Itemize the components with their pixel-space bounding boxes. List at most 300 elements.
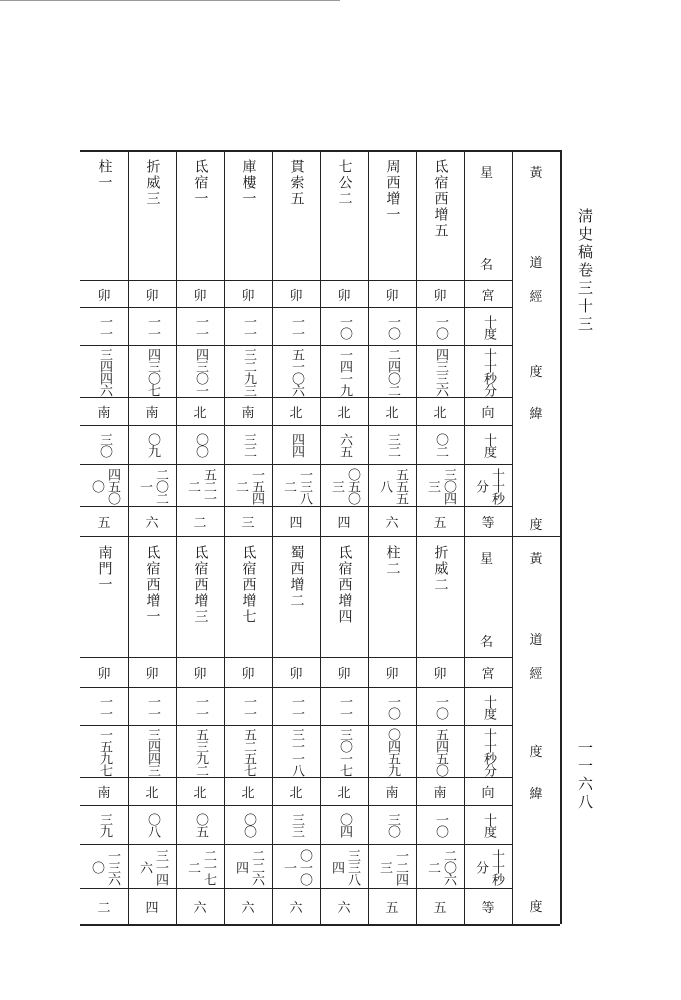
label-ten-degrees: 十度: [481, 813, 496, 837]
table-cell-cell: [224, 688, 272, 725]
table-cell-cell: [224, 778, 272, 805]
label-min-sec-cell: [464, 346, 512, 397]
table-cell: 三三八四: [329, 848, 360, 885]
table-cell: 北: [193, 786, 207, 801]
table-cell: 五: [385, 901, 399, 916]
label-xiang: 向: [481, 406, 495, 421]
table-cell: 北: [289, 786, 303, 801]
star-name: 庫樓一: [240, 159, 257, 207]
table-cell-cell: [416, 778, 464, 805]
table-cell: 南: [97, 786, 111, 801]
table-cell-cell: [224, 398, 272, 425]
table-cell-cell: [368, 426, 416, 464]
star-name-cell: [224, 151, 272, 280]
table-cell-cell: [320, 507, 368, 536]
label-star: 星: [480, 552, 494, 567]
table-cell-cell: [128, 845, 176, 888]
table-cell-cell: [80, 889, 128, 924]
table-cell-cell: [320, 778, 368, 805]
table-cell-cell: [128, 346, 176, 397]
table-cell: 二〇二一: [137, 467, 168, 504]
label-gong: 宮: [481, 667, 495, 682]
table-cell-cell: [320, 398, 368, 425]
table-cell-cell: [80, 806, 128, 844]
table-cell: 一一: [193, 314, 208, 339]
table-cell: 〇四五九: [385, 727, 400, 776]
table-cell-cell: [176, 346, 224, 397]
label-gong: 宮: [481, 288, 495, 304]
table-cell-cell: [176, 806, 224, 844]
table-cell: 一〇: [385, 314, 400, 339]
table-cell: 〇二: [433, 433, 448, 457]
table-cell: 三一四六: [137, 848, 168, 885]
star-name: 七公二: [336, 159, 353, 207]
label-star: 星: [480, 166, 494, 181]
table-cell: 六五: [337, 433, 352, 457]
header-huang: 黃: [529, 166, 543, 181]
table-cell: 卯: [145, 667, 159, 682]
table-cell-cell: [272, 889, 320, 924]
star-name-cell: [320, 151, 368, 280]
table-cell-cell: [272, 778, 320, 805]
table-cell: 一三六〇: [89, 848, 120, 885]
table-cell-cell: [320, 346, 368, 397]
table-cell-cell: [80, 658, 128, 687]
table-cell-cell: [224, 726, 272, 777]
header-du2: 度: [529, 518, 543, 533]
table-cell: 一一: [145, 694, 160, 719]
table-cell-cell: [224, 346, 272, 397]
table-cell: 三二: [241, 433, 256, 457]
table-cell-cell: [224, 658, 272, 687]
table-cell-cell: [224, 507, 272, 536]
table-cell-cell: [128, 658, 176, 687]
table-cell-cell: [416, 426, 464, 464]
table-cell-cell: [176, 778, 224, 805]
table-cell-cell: [272, 845, 320, 888]
table-cell-cell: [368, 845, 416, 888]
table-cell: 三九: [97, 813, 112, 837]
table-cell: 六: [385, 516, 399, 531]
table-cell: 北: [241, 786, 255, 801]
table-cell-cell: [272, 806, 320, 844]
star-name: 貫索五: [288, 159, 305, 207]
table-cell: 南: [241, 406, 255, 421]
table-cell-cell: [224, 308, 272, 345]
table-cell: 二四〇二: [385, 347, 400, 396]
table-cell-cell: [128, 465, 176, 506]
table-cell-cell: [176, 889, 224, 924]
table-cell-cell: [320, 806, 368, 844]
table-cell: 二一七二: [185, 848, 216, 885]
table-cell-cell: [128, 308, 176, 345]
table-cell: 一〇: [337, 314, 352, 339]
star-name-cell: [416, 151, 464, 280]
top-rule: [0, 0, 340, 1]
table-cell: 北: [385, 406, 399, 421]
table-cell: 〇〇: [241, 813, 256, 837]
table-cell-cell: [416, 889, 464, 924]
table-cell-cell: [320, 426, 368, 464]
table-cell: 三四四三: [145, 727, 160, 776]
header-huang: 黃: [529, 552, 543, 567]
label-min-sec: 十十秒分: [481, 347, 496, 396]
table-cell-cell: [80, 398, 128, 425]
label-min-sec: 十十秒分: [473, 848, 504, 885]
table-cell-cell: [272, 308, 320, 345]
table-cell: 卯: [289, 667, 303, 682]
label-min-sec: 十十秒分: [473, 467, 504, 504]
table-cell: 三二九三: [241, 347, 256, 396]
table-cell-cell: [272, 507, 320, 536]
star-name-cell: [272, 537, 320, 657]
table-cell: 〇一〇一: [281, 848, 312, 885]
header-dao: 道: [529, 633, 543, 648]
table-cell-cell: [368, 281, 416, 307]
table-cell-cell: [272, 426, 320, 464]
table-cell-cell: [80, 346, 128, 397]
table-cell-cell: [224, 845, 272, 888]
header-jing: 經: [529, 667, 543, 682]
table-cell: 一四一九: [337, 347, 352, 396]
label-deng: 等: [481, 516, 495, 531]
star-name-cell: [416, 537, 464, 657]
header-wei: 緯: [529, 407, 543, 422]
table-cell: 一〇: [385, 694, 400, 719]
label-ten-degrees-cell: [464, 426, 512, 464]
table-cell: 三〇: [97, 433, 112, 457]
header-wei: 緯: [529, 787, 543, 802]
table-cell-cell: [272, 726, 320, 777]
table-cell-cell: [368, 889, 416, 924]
table-cell: 四三三六: [433, 347, 448, 396]
table-cell: 一二四三: [377, 848, 408, 885]
star-name: 南門一: [96, 545, 113, 593]
label-name: 名: [480, 258, 494, 273]
star-name: 折威三: [144, 159, 161, 207]
table-cell-cell: [176, 308, 224, 345]
table-cell-cell: [128, 507, 176, 536]
table-cell: 卯: [385, 667, 399, 682]
table-cell: 二: [193, 516, 207, 531]
table-cell-cell: [176, 845, 224, 888]
table-cell: 卯: [337, 288, 351, 304]
header-du: 度: [529, 365, 543, 380]
label-ten-degrees-cell: [464, 688, 512, 725]
table-cell-cell: [80, 308, 128, 345]
table-cell: 卯: [433, 288, 447, 304]
table-cell: 卯: [385, 288, 399, 304]
table-cell: 四四: [289, 433, 304, 457]
table-cell: 三〇一七: [337, 727, 352, 776]
running-title: 淸史稿卷三十三: [576, 208, 594, 334]
table-cell: 一〇: [433, 314, 448, 339]
table-cell: 南: [433, 786, 447, 801]
label-ten-degrees: 十度: [481, 314, 496, 339]
label-ten-degrees-cell: [464, 308, 512, 345]
table-cell: 二〇六二: [425, 848, 456, 885]
table-cell-cell: [128, 806, 176, 844]
star-name-cell: [272, 151, 320, 280]
table-cell: 五一〇六: [289, 347, 304, 396]
star-name-cell: [176, 151, 224, 280]
label-deng-cell: [464, 889, 512, 924]
table-cell-cell: [224, 465, 272, 506]
table-cell-cell: [128, 426, 176, 464]
table-cell-cell: [320, 688, 368, 725]
table-cell: 一一: [241, 314, 256, 339]
table-cell-cell: [320, 726, 368, 777]
table-cell-cell: [368, 688, 416, 725]
table-cell-cell: [272, 688, 320, 725]
column-rule: [560, 150, 562, 924]
table-cell: 五二五七: [241, 727, 256, 776]
table-cell: 一一: [289, 314, 304, 339]
star-name: 氐宿西增三: [192, 545, 209, 625]
table-cell-cell: [416, 726, 464, 777]
table-cell-cell: [272, 465, 320, 506]
table-cell: 五: [433, 901, 447, 916]
label-xiang-cell: [464, 398, 512, 425]
table-cell-cell: [80, 726, 128, 777]
table-cell: 卯: [241, 288, 255, 304]
table-cell-cell: [368, 308, 416, 345]
table-cell-cell: [80, 688, 128, 725]
table-cell: 四三〇七: [145, 347, 160, 396]
table-cell-cell: [80, 845, 128, 888]
label-deng: 等: [481, 901, 495, 916]
table-cell-cell: [80, 426, 128, 464]
star-name: 蜀西增二: [288, 545, 305, 609]
table-cell-cell: [128, 889, 176, 924]
table-cell-cell: [272, 658, 320, 687]
table-cell: 一〇: [433, 694, 448, 719]
table-cell: 〇四: [337, 813, 352, 837]
table-cell: 一五四二: [233, 467, 264, 504]
table-cell-cell: [320, 658, 368, 687]
table-cell: 一一: [97, 694, 112, 719]
star-name: 氐宿一: [192, 159, 209, 207]
label-min-sec-cell: [464, 845, 512, 888]
table-cell-cell: [416, 688, 464, 725]
star-name: 氐宿西增四: [336, 545, 353, 625]
table-cell-cell: [80, 507, 128, 536]
table-cell: 六: [289, 901, 303, 916]
star-name-cell: [320, 537, 368, 657]
table-cell-cell: [176, 507, 224, 536]
table-cell: 北: [433, 406, 447, 421]
table-cell: 三一一八: [289, 727, 304, 776]
column-rule: [512, 150, 513, 924]
table-cell: 三〇: [385, 813, 400, 837]
table-cell-cell: [80, 465, 128, 506]
label-ten-degrees: 十度: [481, 694, 496, 719]
star-name-cell: [176, 537, 224, 657]
table-cell: 三四四六: [97, 347, 112, 396]
table-cell: 三: [241, 516, 255, 531]
table-cell-cell: [320, 281, 368, 307]
table-cell: 一一: [97, 314, 112, 339]
table-cell-cell: [176, 426, 224, 464]
table-cell: 四: [337, 516, 351, 531]
table-cell: 北: [193, 406, 207, 421]
label-gong-cell: [464, 281, 512, 307]
side-rule: [512, 150, 560, 151]
table-cell-cell: [224, 889, 272, 924]
table-cell: 三〇四三: [425, 467, 456, 504]
table-cell-cell: [320, 308, 368, 345]
star-name-cell: [368, 537, 416, 657]
table-cell-cell: [368, 806, 416, 844]
table-cell-cell: [416, 346, 464, 397]
table-cell: 五三九二: [193, 727, 208, 776]
table-cell-cell: [368, 507, 416, 536]
star-name-cell: [80, 151, 128, 280]
page-number: 一一六八: [576, 740, 594, 812]
table-cell-cell: [416, 465, 464, 506]
table-cell-cell: [128, 726, 176, 777]
table-cell: 六: [241, 901, 255, 916]
table-cell-cell: [224, 281, 272, 307]
star-name-cell: [224, 537, 272, 657]
table-cell: 卯: [433, 667, 447, 682]
label-name: 名: [480, 635, 494, 650]
table-cell: 一一: [193, 694, 208, 719]
table-cell-cell: [224, 426, 272, 464]
table-cell-cell: [176, 398, 224, 425]
star-name: 柱二: [384, 545, 401, 577]
label-min-sec: 十十秒分: [481, 727, 496, 776]
table-rule: [80, 924, 560, 926]
table-cell-cell: [416, 806, 464, 844]
table-cell: 三二: [385, 433, 400, 457]
table-cell-cell: [320, 845, 368, 888]
table-cell-cell: [368, 346, 416, 397]
label-deng-cell: [464, 507, 512, 536]
table-cell: 五四五〇: [433, 727, 448, 776]
table-cell: 南: [385, 786, 399, 801]
header-du2: 度: [529, 900, 543, 915]
table-cell: 一〇: [433, 813, 448, 837]
table-cell: 北: [337, 406, 351, 421]
label-min-sec-cell: [464, 726, 512, 777]
label-xiang-cell: [464, 778, 512, 805]
table-cell: 五二一二: [185, 467, 216, 504]
table-cell: 六: [337, 901, 351, 916]
table-cell-cell: [128, 281, 176, 307]
table-cell: 〇五: [193, 813, 208, 837]
table-cell-cell: [416, 658, 464, 687]
table-cell: 北: [289, 406, 303, 421]
table-cell: 〇九: [145, 433, 160, 457]
table-cell-cell: [368, 778, 416, 805]
table-cell-cell: [176, 465, 224, 506]
table-cell: 四五〇〇: [89, 467, 120, 504]
table-cell: 卯: [193, 288, 207, 304]
table-cell-cell: [272, 281, 320, 307]
header-jing: 經: [529, 290, 543, 305]
label-ten-degrees: 十度: [481, 433, 496, 457]
side-rule: [512, 536, 560, 537]
table-cell: 南: [97, 406, 111, 421]
table-cell-cell: [128, 398, 176, 425]
table-cell: 〇八: [145, 813, 160, 837]
table-cell-cell: [368, 398, 416, 425]
table-cell-cell: [80, 778, 128, 805]
table-cell: 三三: [289, 813, 304, 837]
table-cell-cell: [320, 889, 368, 924]
table-cell-cell: [368, 465, 416, 506]
table-cell: 卯: [241, 667, 255, 682]
table-cell-cell: [128, 688, 176, 725]
table-cell: 一三八二: [281, 467, 312, 504]
table-cell-cell: [416, 845, 464, 888]
star-name-cell: [368, 151, 416, 280]
table-cell: 五: [97, 516, 111, 531]
table-cell-cell: [272, 398, 320, 425]
header-dao: 道: [529, 256, 543, 271]
label-xiang: 向: [481, 786, 495, 801]
table-cell: 北: [145, 786, 159, 801]
table-cell: 〇〇: [193, 433, 208, 457]
table-cell: 二: [97, 901, 111, 916]
table-cell: 〇五〇三: [329, 467, 360, 504]
table-cell: 卯: [337, 667, 351, 682]
table-cell-cell: [272, 346, 320, 397]
star-name: 折威二: [432, 545, 449, 593]
table-cell: 卯: [145, 288, 159, 304]
side-rule: [512, 924, 560, 925]
table-cell: 一一: [145, 314, 160, 339]
table-cell-cell: [368, 658, 416, 687]
table-cell-cell: [176, 726, 224, 777]
table-cell: 北: [337, 786, 351, 801]
table-cell-cell: [416, 507, 464, 536]
table-cell-cell: [176, 281, 224, 307]
table-cell: 一一: [289, 694, 304, 719]
star-name: 氐宿西增一: [144, 545, 161, 625]
star-name-cell: [128, 151, 176, 280]
table-cell: 五五五八: [377, 467, 408, 504]
table-cell: 卯: [97, 667, 111, 682]
table-cell: 一一: [241, 694, 256, 719]
table-cell-cell: [80, 281, 128, 307]
table-cell: 一五九七: [97, 727, 112, 776]
table-cell-cell: [176, 688, 224, 725]
table-cell-cell: [416, 281, 464, 307]
table-cell-cell: [176, 658, 224, 687]
header-du: 度: [529, 745, 543, 760]
table-cell: 六: [145, 516, 159, 531]
table-cell: 一一: [337, 694, 352, 719]
star-name-cell: [128, 537, 176, 657]
table-cell-cell: [320, 465, 368, 506]
label-ten-degrees-cell: [464, 806, 512, 844]
star-name: 氐宿西增五: [432, 159, 449, 239]
label-gong-cell: [464, 658, 512, 687]
table-cell: 六: [193, 901, 207, 916]
star-name: 周西增一: [384, 159, 401, 223]
table-cell: 卯: [193, 667, 207, 682]
table-cell: 四三〇一: [193, 347, 208, 396]
table-cell-cell: [416, 308, 464, 345]
star-name-cell: [80, 537, 128, 657]
star-name: 柱一: [96, 159, 113, 191]
star-catalogue-table: [80, 150, 560, 924]
table-cell: 四: [145, 901, 159, 916]
table-cell: 南: [145, 406, 159, 421]
table-cell: 卯: [289, 288, 303, 304]
